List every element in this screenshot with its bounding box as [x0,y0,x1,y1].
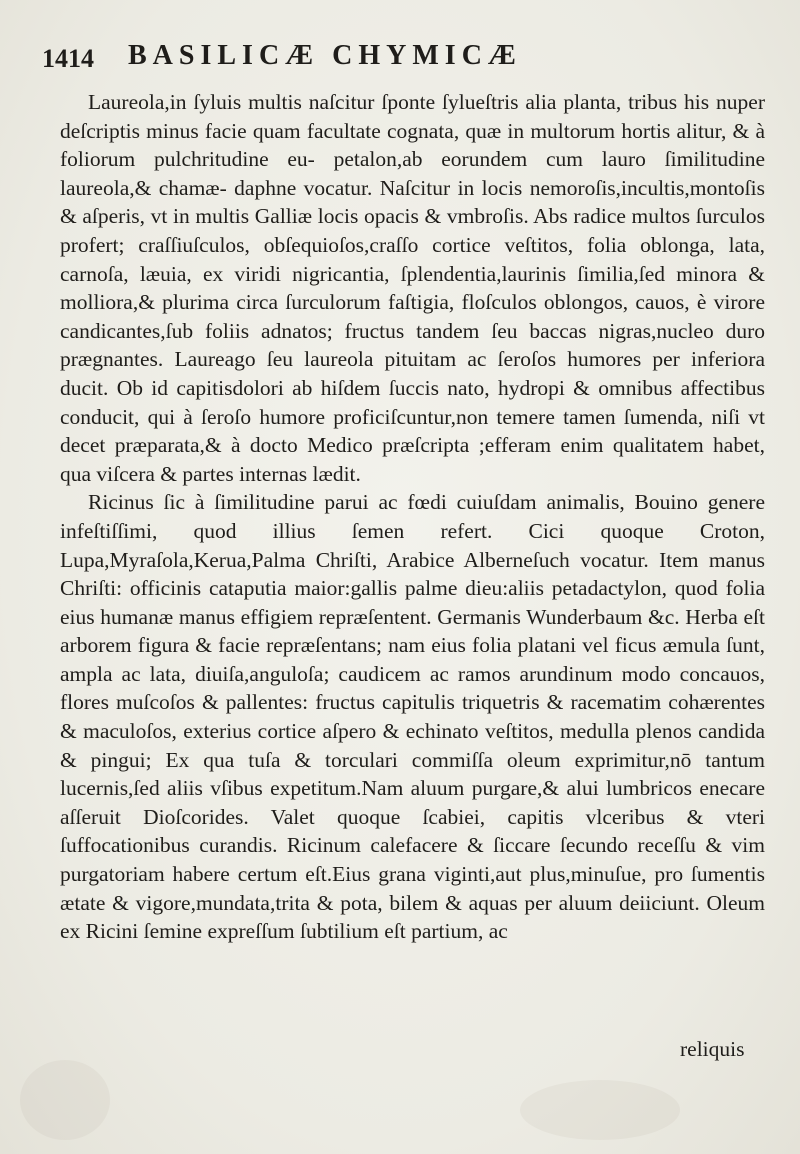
catchword: reliquis [680,1037,745,1061]
body-text [60,88,765,946]
page-number: 1414 [42,44,94,73]
running-title: BASILICÆ CHYMICÆ [128,40,522,71]
paper-stain [20,1060,110,1140]
paragraph-ricinus: Ricinus ſic à ſimilitudine parui ac fœdi cuiuſdam animalis, Bouino genere infeſtiſſimi, quod illius ſemen refert. Cici quoque Croton, Lupa,Myraſola,Kerua,Palma Chriſti, Arabice Alberneſuch vocatur. Item manus Chriſti: officinis cataputia maior:gallis palme dieu:aliis petadactylon, quod folia eius humanæ manus effigiem repræſentent. Germanis Wunderbaum &c. Herba eſt arborem figura & facie repræſentans; nam eius folia platani vel ficus æmula ſunt, ampla ac lata, diuiſa,anguloſa; caudicem ac ramos arundinum modo concauos, flores muſcoſos & pallentes: fructus capitulis triquetris & racematim cohærentes & maculoſos, exterius cortice aſpero & echinato veſtitos, medulla plenos candida & pingui; Ex qua tuſa & torculari commiſſa oleum exprimitur,nō tantum lucernis,ſed aliis vſibus expetitum.Nam aluum purgare,& alui lumbricos enecare aſſeruit Dioſcorides. Valet quoque ſcabiei, capitis vlceribus & vteri ſuffocationibus curandis. Ricinum calefacere & ſiccare ſecundo receſſu & vim purgatoriam habere certum eſt.Eius grana viginti,aut plus,minuſue, pro ſumentis ætate & vigore,mundata,trita & pota, bilem & aquas per aluum deiiciunt. Oleum ex Ricini ſemine expreſſum ſubtilium eſt partium, ac [60,490,765,944]
page-header [42,40,762,80]
paragraph-laureola: Laureola,in ſyluis multis naſcitur ſponte ſylueſtris alia planta, tribus his nuper deſcriptis minus facie quam facultate cognata, quæ in multorum hortis alitur, & à foliorum pulchritudine eu- petalon,ab eorundem cum lauro ſimilitudine laureola,& chamæ- daphne vocatur. Naſcitur in locis nemoroſis,incultis,montoſis & aſperis, vt in multis Galliæ locis opacis & vmbroſis. Abs radice multos ſurculos profert; craſſiuſculos, obſequioſos,craſſo cortice veſtitos, folia oblonga, lata, carnoſa, læuia, ex viridi nigricantia, ſplendentia,laurinis ſimilia,ſed minora & molliora,& plurima circa ſurculorum faſtigia, floſculos oblongos, cauos, è virore candicantes,ſub foliis adnatos; fructus tandem ſeu baccas nigras,nucleo duro prægnantes. Laureago ſeu laureola pituitam ac ſeroſos humores per inferiora ducit. Ob id capitisdolori ab hiſdem ſuccis nato, hydropi & omnibus affectibus conducit, qui à ſeroſo humore proficiſcuntur,non temere tamen ſumenda, niſi vt decet præparata,& à docto Medico præſcripta ;efferam enim qualitatem habet, qua viſcera & partes internas lædit. [60,90,765,486]
paper-stain [520,1080,680,1140]
